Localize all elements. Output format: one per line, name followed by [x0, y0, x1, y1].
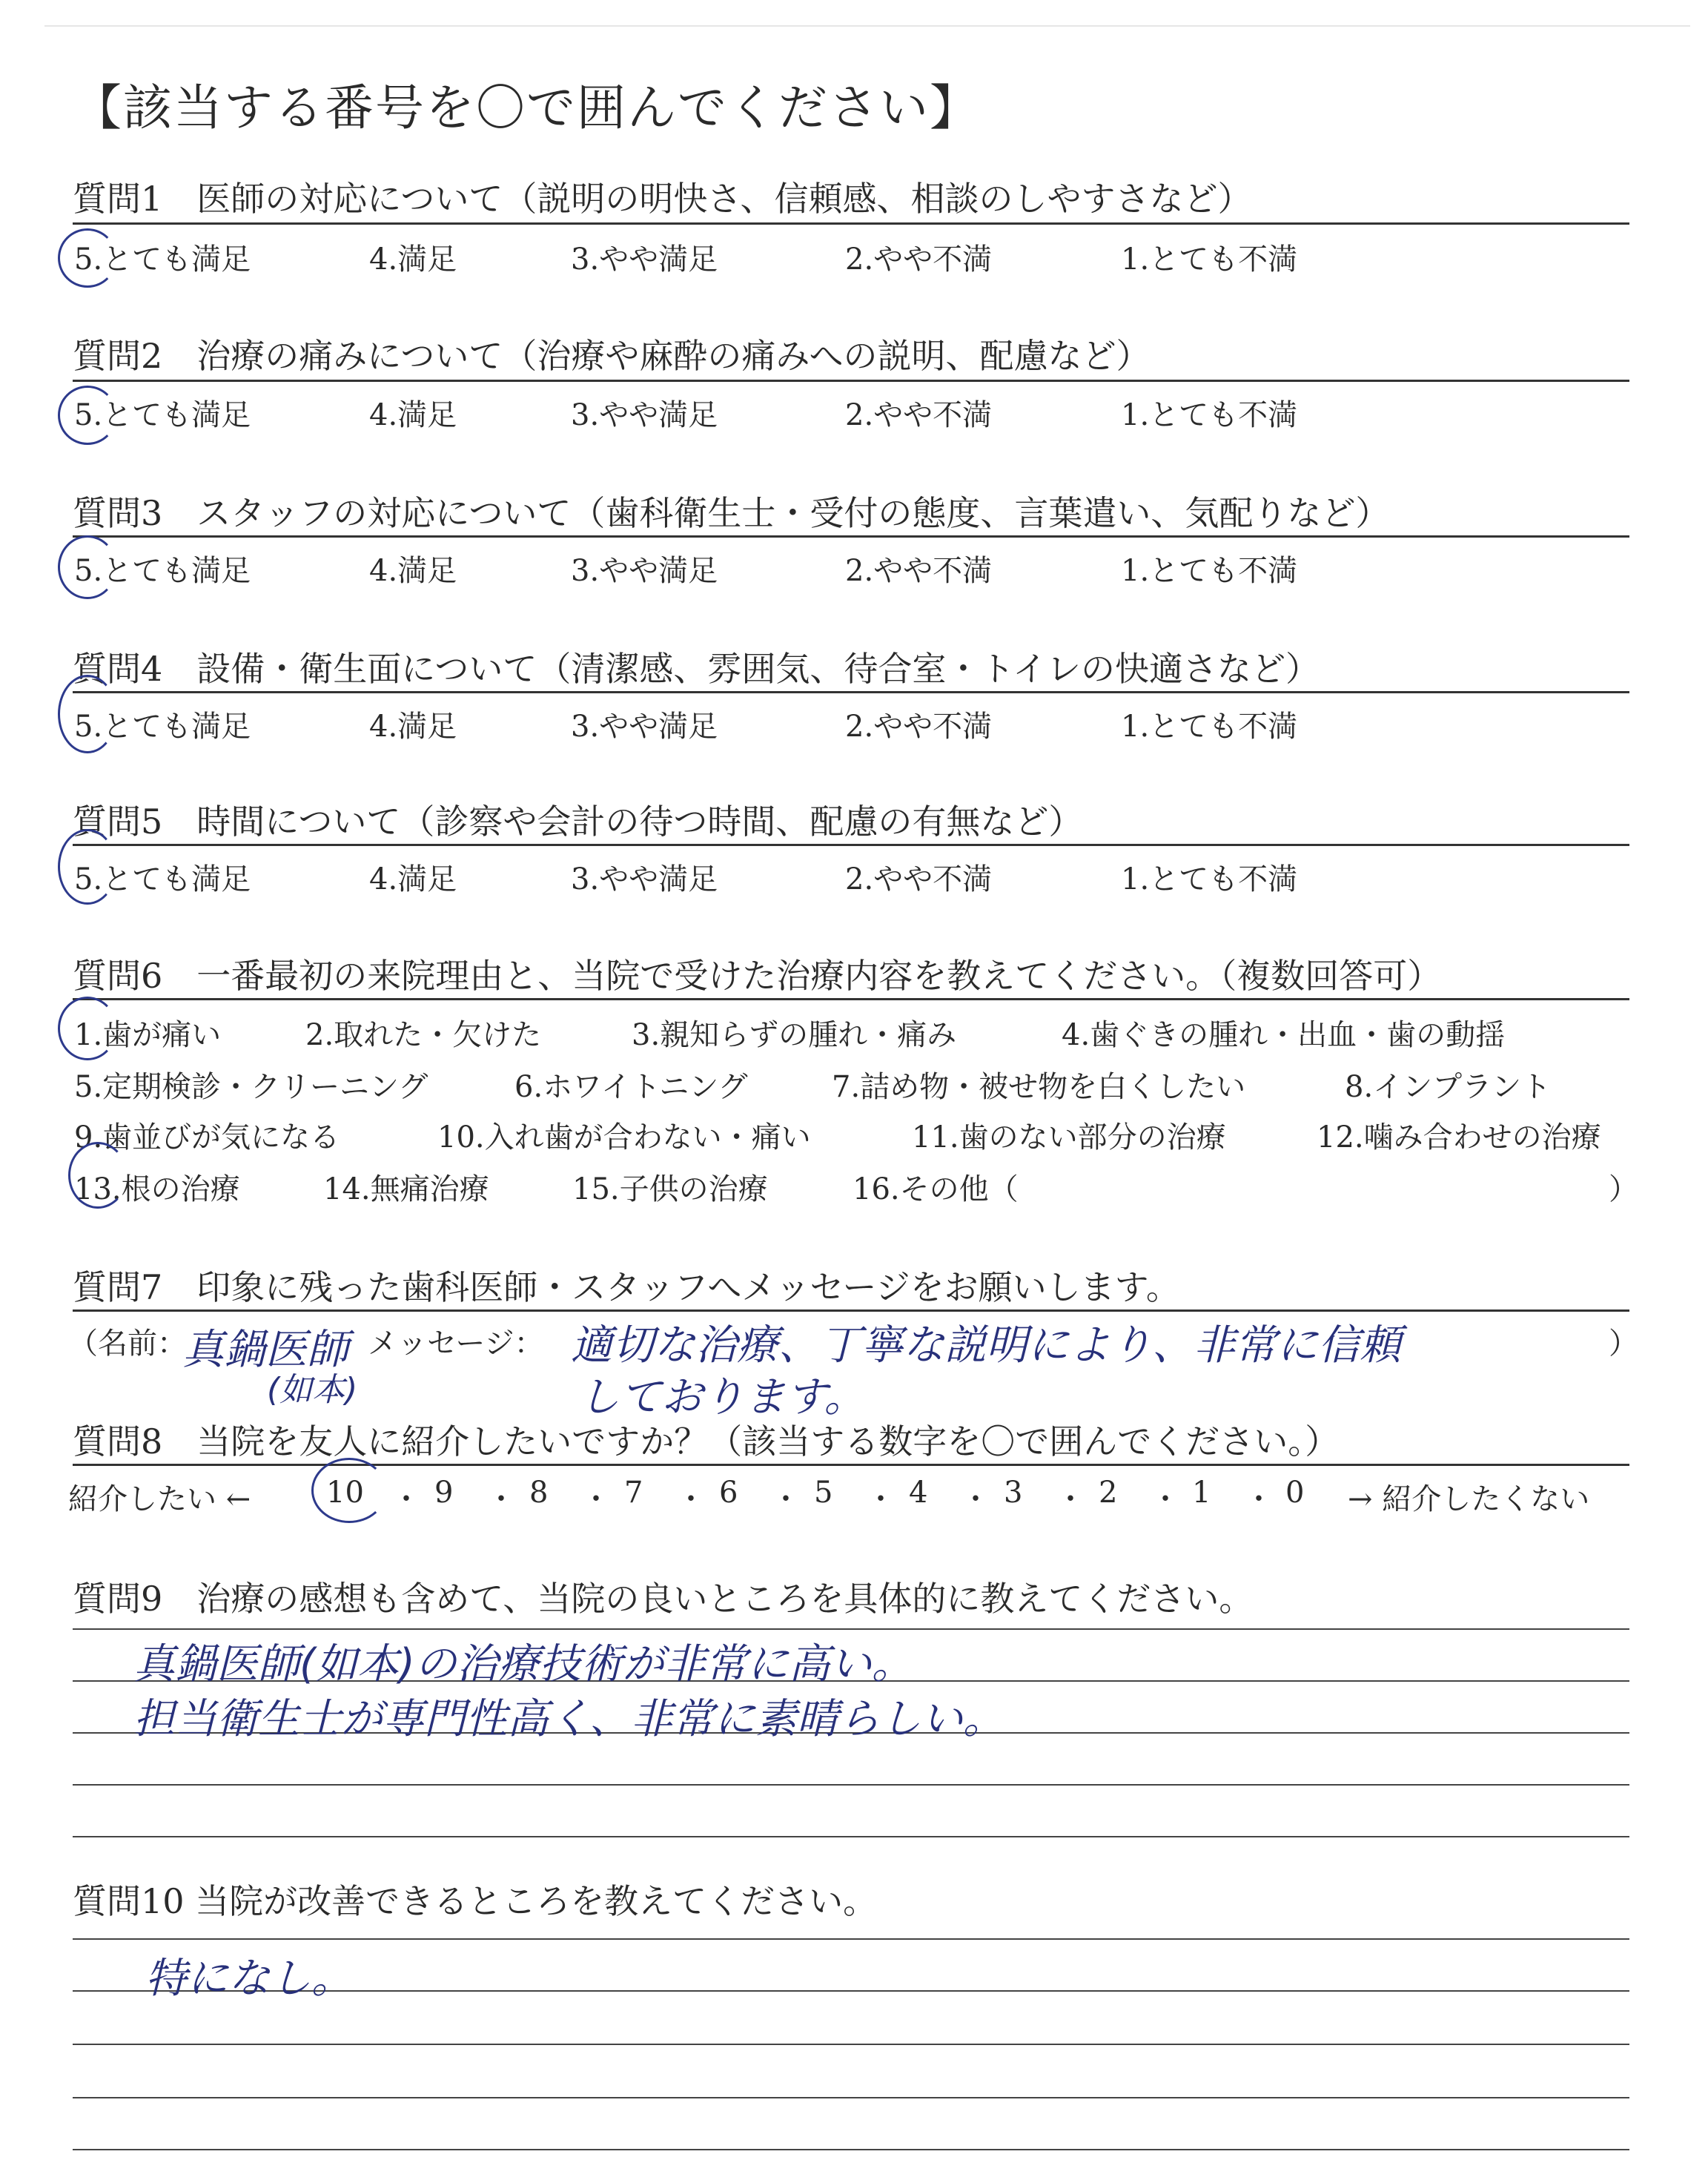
q8-dot-8: ・	[1056, 1482, 1085, 1516]
q6-option-3[interactable]: 3.親知らずの腫れ・痛み	[632, 1018, 957, 1052]
question-8-heading: 質問8 当院を友人に紹介したいですか？（該当する数字を〇で囲んでください。）	[73, 1421, 1340, 1462]
question-4-heading: 質問4 設備・衛生面について（清潔感、雰囲気、待合室・トイレの快適さなど）	[73, 649, 1320, 689]
q7-close-paren: ）	[1609, 1327, 1638, 1361]
question-4-rule	[73, 691, 1629, 693]
q2-selection-circle	[58, 386, 117, 445]
q6-option-16[interactable]: 16.その他（	[853, 1172, 1019, 1206]
q1-option-3[interactable]: 3.やや満足	[571, 242, 718, 277]
q5-option-5[interactable]: 5.とても満足	[74, 862, 251, 896]
q6-option-12[interactable]: 12.噛み合わせの治療	[1317, 1120, 1601, 1155]
q7-handwritten-name: 真鍋医師	[182, 1326, 348, 1374]
question-2-heading: 質問2 治療の痛みについて（治療や麻酔の痛みへの説明、配慮など）	[73, 336, 1151, 376]
question-1-heading: 質問1 医師の対応について（説明の明快さ、信頼感、相談のしやすさなど）	[73, 179, 1252, 219]
q8-dot-10: ・	[1244, 1482, 1274, 1516]
q9-line-1	[73, 1628, 1629, 1630]
question-3-heading: 質問3 スタッフの対応について（歯科衛生士・受付の態度、言葉遣い、気配りなど）	[73, 493, 1390, 533]
question-10-heading: 質問10 当院が改善できるところを教えてください。	[73, 1881, 878, 1921]
q3-option-3[interactable]: 3.やや満足	[571, 554, 718, 588]
q8-score-0[interactable]: 0	[1285, 1476, 1305, 1510]
q8-dot-4: ・	[676, 1482, 706, 1516]
q8-score-5[interactable]: 5	[814, 1476, 833, 1510]
q8-score-8[interactable]: 8	[529, 1476, 549, 1510]
q6-option-4[interactable]: 4.歯ぐきの腫れ・出血・歯の動揺	[1062, 1018, 1506, 1052]
q3-option-2[interactable]: 2.やや不満	[845, 554, 993, 588]
q6-option-10[interactable]: 10.入れ歯が合わない・痛い	[437, 1120, 811, 1155]
q5-selection-circle	[58, 829, 117, 905]
q2-option-5[interactable]: 5.とても満足	[74, 398, 251, 432]
q6-option-15[interactable]: 15.子供の治療	[572, 1172, 768, 1206]
q7-message-label: メッセージ：	[368, 1327, 544, 1361]
q9-handwritten-line-2: 担当衛生士が専門性高く、非常に素晴らしい。	[133, 1695, 1004, 1743]
q4-selection-circle	[58, 675, 117, 753]
q9-line-4	[73, 1784, 1629, 1786]
q8-dot-7: ・	[961, 1482, 990, 1516]
q6-selection-circle-1	[58, 997, 117, 1060]
q6-option-14[interactable]: 14.無痛治療	[323, 1172, 489, 1206]
q6-option-11[interactable]: 11.歯のない部分の治療	[912, 1120, 1226, 1155]
q8-dot-6: ・	[866, 1482, 896, 1516]
q6-selection-circle-13	[68, 1142, 128, 1209]
q8-score-7[interactable]: 7	[624, 1476, 643, 1510]
q3-option-5[interactable]: 5.とても満足	[74, 554, 251, 588]
q8-left-label: 紹介したい ←	[68, 1482, 251, 1516]
q8-score-9[interactable]: 9	[434, 1476, 454, 1510]
q8-dot-2: ・	[486, 1482, 516, 1516]
q8-score-2[interactable]: 2	[1099, 1476, 1118, 1510]
q6-option-5[interactable]: 5.定期検診・クリーニング	[74, 1070, 428, 1104]
q5-option-2[interactable]: 2.やや不満	[845, 862, 993, 896]
q1-option-1[interactable]: 1.とても不満	[1121, 242, 1298, 277]
q4-option-5[interactable]: 5.とても満足	[74, 710, 251, 744]
q2-option-3[interactable]: 3.やや満足	[571, 398, 718, 432]
page-title: 【該当する番号を〇で囲んでください】	[73, 79, 980, 136]
q6-option-2[interactable]: 2.取れた・欠けた	[305, 1018, 542, 1052]
q1-option-2[interactable]: 2.やや不満	[845, 242, 993, 277]
question-5-rule	[73, 844, 1629, 846]
question-1-rule	[73, 222, 1629, 225]
q10-line-5	[73, 2149, 1629, 2150]
q10-handwritten-line-1: 特になし。	[145, 1955, 353, 2003]
q3-selection-circle	[58, 535, 117, 599]
q6-option-7[interactable]: 7.詰め物・被せ物を白くしたい	[832, 1070, 1246, 1104]
q8-right-label: → 紹介したくない	[1348, 1482, 1590, 1516]
q8-dot-5: ・	[771, 1482, 801, 1516]
q8-score-3[interactable]: 3	[1004, 1476, 1023, 1510]
question-6-heading: 質問6 一番最初の来院理由と、当院で受けた治療内容を教えてください。（複数回答可）	[73, 956, 1442, 996]
q2-option-1[interactable]: 1.とても不満	[1121, 398, 1298, 432]
q1-option-4[interactable]: 4.満足	[369, 242, 457, 277]
question-7-heading: 質問7 印象に残った歯科医師・スタッフへメッセージをお願いします。	[73, 1267, 1180, 1307]
question-5-heading: 質問5 時間について（診察や会計の待つ時間、配慮の有無など）	[73, 802, 1083, 842]
q2-option-4[interactable]: 4.満足	[369, 398, 457, 432]
q3-option-1[interactable]: 1.とても不満	[1121, 554, 1298, 588]
q8-dot-9: ・	[1151, 1482, 1180, 1516]
q7-handwritten-name-sub: (如本)	[267, 1371, 358, 1409]
q9-handwritten-line-1: 真鍋医師(如本)の治療技術が非常に高い。	[133, 1640, 913, 1688]
q1-selection-circle	[58, 228, 117, 288]
q5-option-4[interactable]: 4.満足	[369, 862, 457, 896]
question-3-rule	[73, 535, 1629, 538]
q6-option-16-close: ）	[1609, 1172, 1638, 1206]
q8-score-1[interactable]: 1	[1192, 1476, 1211, 1510]
scan-edge-line	[44, 25, 1690, 27]
q4-option-4[interactable]: 4.満足	[369, 710, 457, 744]
q6-option-9[interactable]: 9.歯並びが気になる	[74, 1120, 340, 1155]
q8-score-4[interactable]: 4	[909, 1476, 928, 1510]
q7-handwritten-message: 適切な治療、丁寧な説明により、非常に信頼	[571, 1321, 1401, 1370]
question-7-rule	[73, 1309, 1629, 1312]
question-6-rule	[73, 998, 1629, 1000]
q7-name-label: （名前：	[68, 1327, 187, 1361]
q4-option-1[interactable]: 1.とても不満	[1121, 710, 1298, 744]
q5-option-1[interactable]: 1.とても不満	[1121, 862, 1298, 896]
q2-option-2[interactable]: 2.やや不満	[845, 398, 993, 432]
q7-handwritten-message-2: しております。	[578, 1373, 866, 1421]
q8-dot-3: ・	[581, 1482, 611, 1516]
q8-score-10[interactable]: 10	[326, 1476, 364, 1510]
q10-line-4	[73, 2097, 1629, 2098]
q10-line-1	[73, 1938, 1629, 1940]
q1-option-5[interactable]: 5.とても満足	[74, 242, 251, 277]
question-8-rule	[73, 1464, 1629, 1466]
q8-dot-1: ・	[391, 1482, 421, 1516]
q9-line-5	[73, 1836, 1629, 1837]
question-9-heading: 質問9 治療の感想も含めて、当院の良いところを具体的に教えてください。	[73, 1579, 1254, 1619]
q6-option-6[interactable]: 6.ホワイトニング	[514, 1070, 748, 1104]
q3-option-4[interactable]: 4.満足	[369, 554, 457, 588]
q5-option-3[interactable]: 3.やや満足	[571, 862, 718, 896]
q8-score-6[interactable]: 6	[719, 1476, 738, 1510]
q4-option-3[interactable]: 3.やや満足	[571, 710, 718, 744]
q10-line-3	[73, 2044, 1629, 2045]
q6-option-13[interactable]: 13.根の治療	[74, 1172, 240, 1206]
q6-option-1[interactable]: 1.歯が痛い	[74, 1018, 222, 1052]
q4-option-2[interactable]: 2.やや不満	[845, 710, 993, 744]
question-2-rule	[73, 380, 1629, 382]
q8-selection-circle	[311, 1458, 387, 1523]
q6-option-8[interactable]: 8.インプラント	[1345, 1070, 1552, 1104]
